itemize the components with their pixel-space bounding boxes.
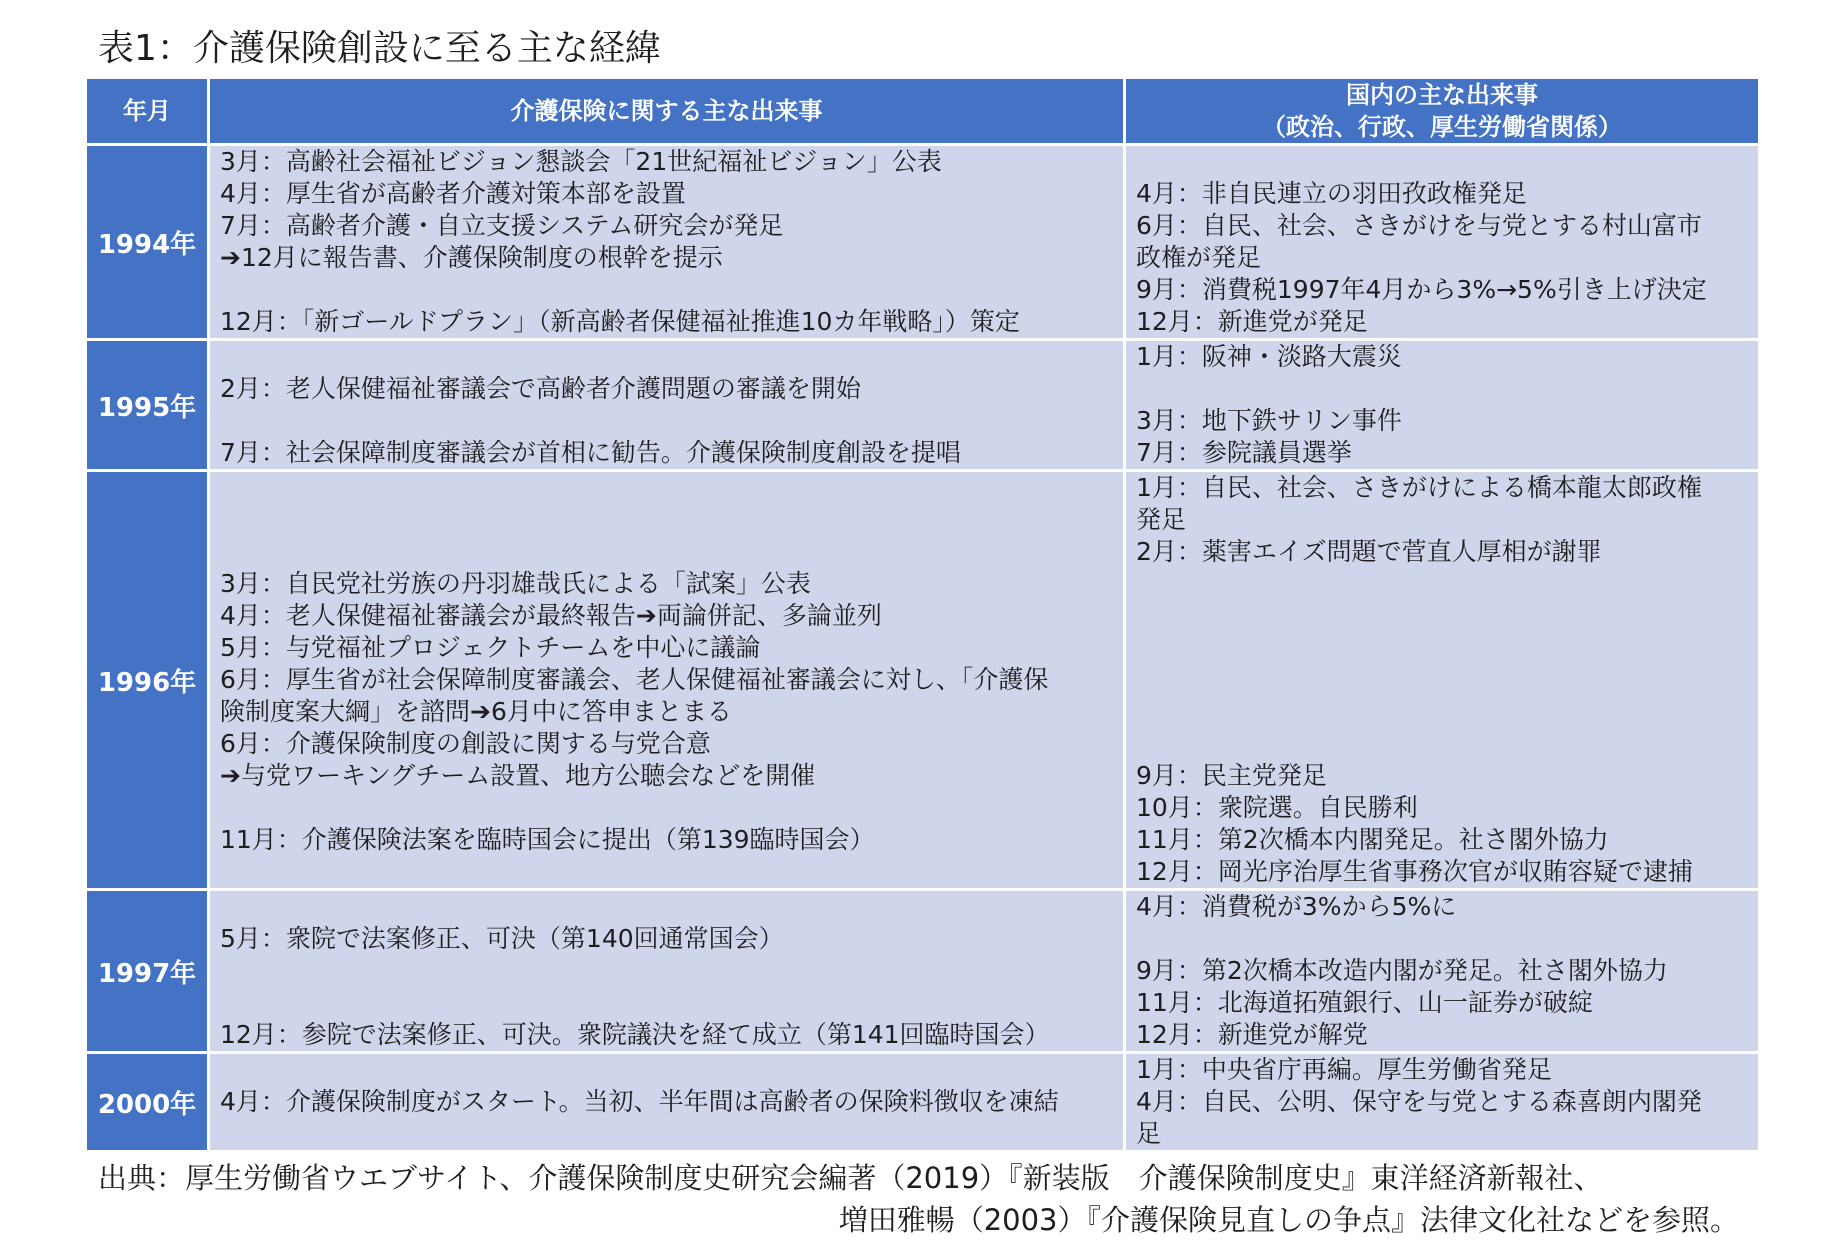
event-line: 1月：自民、社会、さきがけによる橋本龍太郎政権 — [1136, 473, 1702, 502]
event-line: 7月：高齢者介護・自立支援システム研究会が発足 — [220, 211, 784, 240]
event-line — [1136, 696, 1754, 728]
kaigo-events-list — [210, 472, 1123, 888]
event-line — [220, 274, 1119, 306]
event-line: 12月：新進党が発足 — [1136, 307, 1368, 336]
kaigo-events-list — [210, 146, 1123, 338]
event-line: 7月：参院議員選挙 — [1136, 438, 1352, 467]
header-year: 年月 — [86, 78, 209, 145]
event-line: 4月：老人保健福祉審議会が最終報告➔両論併記、多論並列 — [220, 601, 882, 630]
event-line: 4月：厚生省が高齢者介護対策本部を設置 — [220, 179, 686, 208]
kaigo-events-cell — [209, 1053, 1125, 1152]
event-line: 4月：非自民連立の羽田孜政権発足 — [1136, 179, 1527, 208]
domestic-events-cell — [1125, 890, 1760, 1053]
table-row-2000 — [86, 1053, 1760, 1152]
event-line — [220, 472, 1119, 504]
year-cell: 1994年 — [86, 145, 209, 340]
table-row-1995 — [86, 340, 1760, 471]
event-line — [220, 504, 1119, 536]
event-line: 12月：参院で法案修正、可決。衆院議決を経て成立（第141回臨時国会） — [220, 1020, 1050, 1049]
event-line: ➔与党ワーキングチーム設置、地方公聴会などを開催 — [220, 761, 816, 790]
event-line: 2月：老人保健福祉審議会で高齢者介護問題の審議を開始 — [220, 374, 861, 403]
event-line — [220, 856, 1119, 888]
event-line: 11月：介護保険法案を臨時国会に提出（第139臨時国会） — [220, 825, 875, 854]
event-line — [220, 341, 1119, 373]
event-line — [220, 1118, 1119, 1150]
domestic-events-list — [1126, 891, 1758, 1051]
event-line: 6月：自民、社会、さきがけを与党とする村山富市 — [1136, 211, 1702, 240]
table-row-1997 — [86, 890, 1760, 1053]
event-line — [1136, 923, 1754, 955]
event-line — [220, 1054, 1119, 1086]
event-line — [1136, 728, 1754, 760]
kaigo-events-list — [210, 1054, 1123, 1150]
event-line: 4月：消費税が3%から5%に — [1136, 892, 1457, 921]
event-line — [220, 405, 1119, 437]
event-line: 11月：第2次橋本内閣発足。社さ閣外協力 — [1136, 825, 1609, 854]
event-line — [1136, 373, 1754, 405]
event-line: 4月：自民、公明、保守を与党とする森喜朗内閣発 — [1136, 1087, 1702, 1116]
year-cell: 1995年 — [86, 340, 209, 471]
domestic-events-list — [1126, 146, 1758, 338]
event-line: 6月：介護保険制度の創設に関する与党合意 — [220, 729, 711, 758]
event-line — [220, 536, 1119, 568]
event-line: ➔12月に報告書、介護保険制度の根幹を提示 — [220, 243, 723, 272]
domestic-events-list — [1126, 1054, 1758, 1150]
event-line: 1月：中央省庁再編。厚生労働省発足 — [1136, 1055, 1552, 1084]
domestic-events-list — [1126, 341, 1758, 469]
domestic-events-cell — [1125, 145, 1760, 340]
event-line: 足 — [1136, 1119, 1162, 1148]
event-line — [1136, 146, 1754, 178]
year-cell: 1996年 — [86, 471, 209, 890]
event-line — [1136, 568, 1754, 600]
header-domestic-events — [1125, 78, 1760, 145]
event-line: 3月：自民党社労族の丹羽雄哉氏による「試案」公表 — [220, 569, 811, 598]
kaigo-events-list — [210, 341, 1123, 469]
event-line: 12月：新進党が解党 — [1136, 1020, 1368, 1049]
event-line: 12月：「新ゴールドプラン」（新高齢者保健福祉推進10カ年戦略」）策定 — [220, 307, 1020, 336]
event-line: 5月：衆院で法案修正、可決（第140回通常国会） — [220, 924, 784, 953]
event-line: 9月：消費税1997年4月から3%→5%引き上げ決定 — [1136, 275, 1707, 304]
event-line: 3月：地下鉄サリン事件 — [1136, 406, 1402, 435]
domestic-events-cell — [1125, 340, 1760, 471]
event-line: 政権が発足 — [1136, 243, 1262, 272]
event-line: 11月：北海道拓殖銀行、山一証券が破綻 — [1136, 988, 1593, 1017]
event-line: 3月：高齢社会福祉ビジョン懇談会「21世紀福祉ビジョン」公表 — [220, 147, 942, 176]
kaigo-events-cell — [209, 145, 1125, 340]
kaigo-events-cell — [209, 471, 1125, 890]
event-line — [1136, 632, 1754, 664]
event-line: 発足 — [1136, 505, 1187, 534]
event-line: 5月：与党福祉プロジェクトチームを中心に議論 — [220, 633, 761, 662]
table-header-row — [86, 78, 1760, 145]
domestic-events-cell — [1125, 1053, 1760, 1152]
event-line — [1136, 600, 1754, 632]
header-domestic-title: 国内の主な出来事 — [1346, 81, 1538, 109]
event-line — [220, 891, 1119, 923]
event-line — [1136, 664, 1754, 696]
event-line: 10月：衆院選。自民勝利 — [1136, 793, 1418, 822]
event-line — [220, 955, 1119, 987]
domestic-events-list — [1126, 472, 1758, 888]
kaigo-events-cell — [209, 340, 1125, 471]
event-line: 6月：厚生省が社会保障制度審議会、老人保健福祉審議会に対し、「介護保 — [220, 665, 1049, 694]
event-line — [220, 987, 1119, 1019]
event-line — [220, 792, 1119, 824]
table-row-1996 — [86, 471, 1760, 890]
kaigo-events-list — [210, 891, 1123, 1051]
header-kaigo-events: 介護保険に関する主な出来事 — [209, 78, 1125, 145]
source-note-line-2: 増田雅暢（2003）『介護保険見直しの争点』法律文化社などを参照。 — [838, 1203, 1739, 1237]
header-domestic-subtitle: （政治、行政、厚生労働省関係） — [1262, 113, 1622, 141]
kaigo-events-cell — [209, 890, 1125, 1053]
table-row-1994 — [86, 145, 1760, 340]
year-cell: 1997年 — [86, 890, 209, 1053]
event-line: 険制度案大綱」を諮問➔6月中に答申まとまる — [220, 697, 732, 726]
domestic-events-cell — [1125, 471, 1760, 890]
event-line: 4月：介護保険制度がスタート。当初、半年間は高齢者の保険料徴収を凍結 — [220, 1087, 1059, 1116]
history-table — [84, 76, 1761, 1153]
year-cell: 2000年 — [86, 1053, 209, 1152]
event-line: 9月：民主党発足 — [1136, 761, 1327, 790]
event-line: 9月：第2次橋本改造内閣が発足。社さ閣外協力 — [1136, 956, 1668, 985]
event-line: 1月：阪神・淡路大震災 — [1136, 342, 1402, 371]
event-line: 12月：岡光序治厚生省事務次官が収賄容疑で逮捕 — [1136, 857, 1693, 886]
event-line: 7月：社会保障制度審議会が首相に勧告。介護保険制度創設を提唱 — [220, 438, 961, 467]
event-line: 2月：薬害エイズ問題で菅直人厚相が謝罪 — [1136, 537, 1602, 566]
source-note-line-1: 出典：厚生労働省ウエブサイト、介護保険制度史研究会編著（2019）『新装版 介護保険制度史』東洋経済新報社、 — [98, 1161, 1603, 1195]
table-title: 表1：介護保険創設に至る主な経緯 — [98, 28, 661, 69]
